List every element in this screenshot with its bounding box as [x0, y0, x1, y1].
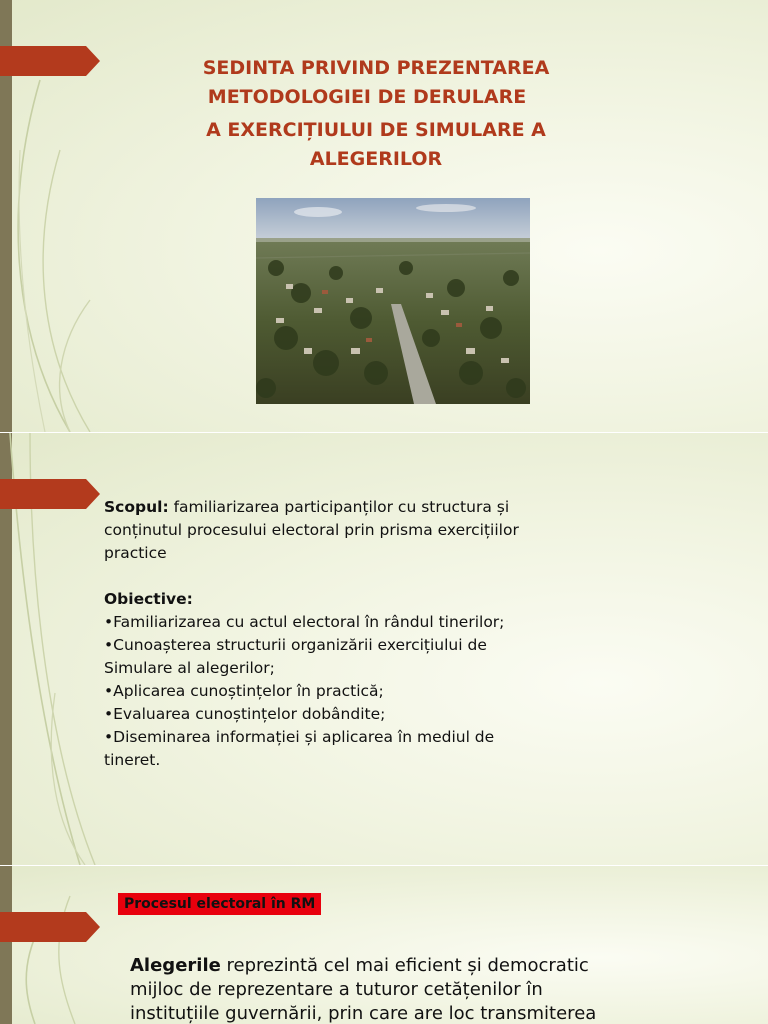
title-line: A EXERCIȚIULUI DE SIMULARE A — [206, 119, 546, 141]
slide-electoral-process — [0, 866, 768, 1024]
slide-tag — [0, 912, 100, 942]
elections-text: mijloc de reprezentare a tuturor cetățenilor în — [130, 979, 543, 1000]
slide-tag — [0, 479, 100, 509]
objectives-label: Obiective: — [104, 590, 193, 608]
slide-tag — [0, 46, 100, 76]
title-line: SEDINTA PRIVIND PREZENTAREA — [202, 57, 550, 79]
objective-item: •Familiarizarea cu actul electoral în rândul tinerilor; — [104, 613, 505, 631]
scope-text: familiarizarea participanților cu structura și — [168, 498, 510, 516]
slide-objectives — [0, 433, 768, 865]
objective-item: •Cunoașterea structurii organizării exercițiului de — [104, 636, 487, 654]
objective-item: •Evaluarea cunoștințelor dobândite; — [104, 705, 386, 723]
section-label: Procesul electoral în RM — [118, 893, 321, 915]
title-line: ALEGERILOR — [309, 148, 443, 170]
scope-text: practice — [104, 544, 167, 562]
scope-text: conținutul procesului electoral prin prisma exercițiilor — [104, 521, 519, 539]
objective-item: tineret. — [104, 751, 161, 769]
page-title — [150, 54, 602, 174]
elections-text-block — [130, 954, 690, 1024]
village-aerial-photo — [256, 198, 530, 404]
objective-item: •Diseminarea informației și aplicarea în mediul de — [104, 728, 495, 746]
elections-text: instituțiile guvernării, prin care are loc transmiterea — [130, 1003, 597, 1024]
lead-word: Alegerile — [130, 955, 221, 976]
decorative-curves — [0, 866, 140, 1024]
scope-label: Scopul: — [104, 498, 169, 516]
objective-item: •Aplicarea cunoștințelor în practică; — [104, 682, 384, 700]
title-line: METODOLOGIEI DE DERULARE — [207, 86, 527, 108]
objectives-text-block — [104, 496, 664, 772]
elections-text: reprezintă cel mai eficient și democratic — [220, 955, 589, 976]
objective-item: Simulare al alegerilor; — [104, 659, 275, 677]
slide-title — [0, 0, 768, 432]
